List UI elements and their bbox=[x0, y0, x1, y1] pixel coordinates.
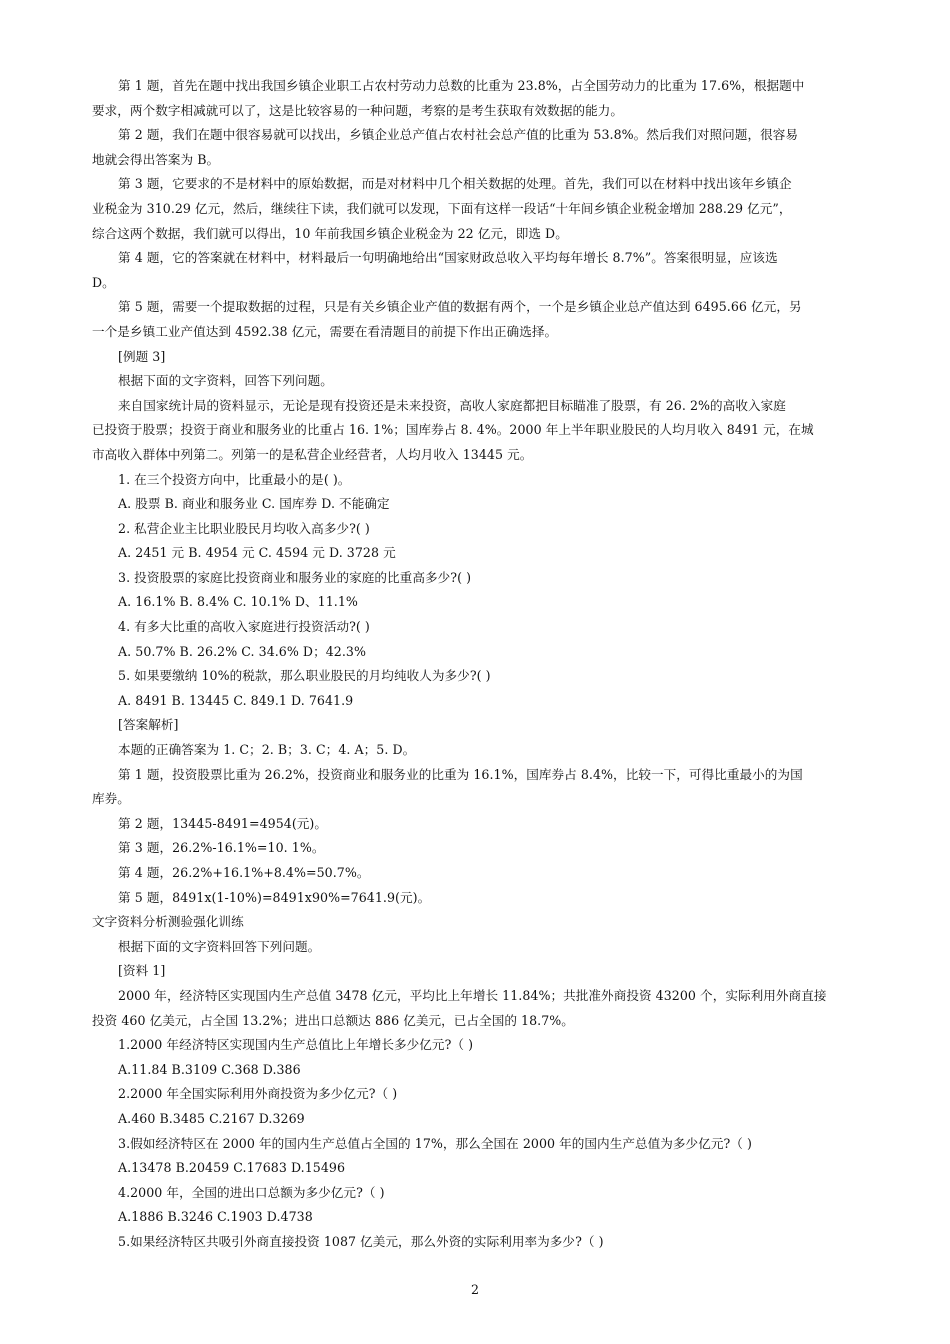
text-line: A. 2451 元 B. 4954 元 C. 4594 元 D. 3728 元 bbox=[118, 545, 396, 561]
text-line: 2000 年，经济特区实现国内生产总值 3478 亿元，平均比上年增长 11.84%；共批准外商投资 43200 个，实际利用外商直接 bbox=[118, 987, 827, 1003]
page-number: 2 bbox=[470, 1282, 479, 1297]
text-line: 5.如果经济特区共吸引外商直接投资 1087 亿美元，那么外资的实际利用率为多少?（ ) bbox=[118, 1233, 604, 1249]
document-body bbox=[92, 74, 864, 1255]
text-line: 业税金为 310.29 亿元，然后，继续往下读，我们就可以发现，下面有这样一段话“十年间乡镇企业税金增加 288.29 亿元”， bbox=[92, 200, 792, 216]
text-line: 根据下面的文字资料回答下列问题。 bbox=[118, 938, 321, 954]
text-line: 第 2 题，13445-8491=4954(元)。 bbox=[118, 815, 328, 831]
text-line: 第 3 题，它要求的不是材料中的原始数据，而是对材料中几个相关数据的处理。首先，我们可以在材料中找出该年乡镇企 bbox=[118, 176, 792, 192]
text-line: 1.2000 年经济特区实现国内生产总值比上年增长多少亿元?（ ) bbox=[118, 1037, 474, 1053]
text-line: 第 5 题，需要一个提取数据的过程，只是有关乡镇企业产值的数据有两个，一个是乡镇企业总产值达到 6495.66 亿元，另 bbox=[118, 299, 802, 315]
text-line: 第 5 题，8491x(1-10%)=8491x90%=7641.9(元)。 bbox=[118, 889, 431, 905]
text-line: 根据下面的文字资料，回答下列问题。 bbox=[118, 373, 333, 389]
text-line: 综合这两个数据，我们就可以得出，10 年前我国乡镇企业税金为 22 亿元，即选 D。 bbox=[92, 225, 568, 241]
text-line: 5. 如果要缴纳 10%的税款，那么职业股民的月均纯收人为多少?( ) bbox=[118, 668, 491, 684]
text-line: A. 股票 B. 商业和服务业 C. 国库券 D. 不能确定 bbox=[118, 496, 390, 512]
text-line: 3. 投资股票的家庭比投资商业和服务业的家庭的比重高多少?( ) bbox=[118, 569, 472, 585]
text-line: 第 1 题，首先在题中找出我国乡镇企业职工占农村劳动力总数的比重为 23.8%，占全国劳动力的比重为 17.6%，根据题中 bbox=[118, 78, 805, 93]
text-line: 来自国家统计局的资料显示，无论是现有投资还是未来投资，高收人家庭都把目标瞄准了股票，有 26. 2%的高收入家庭 bbox=[118, 397, 786, 413]
text-line: 一个是乡镇工业产值达到 4592.38 亿元，需要在看清题目的前提下作出正确选择。 bbox=[92, 323, 558, 339]
text-line: 第 4 题，26.2%+16.1%+8.4%=50.7%。 bbox=[118, 865, 370, 880]
text-line: 第 4 题，它的答案就在材料中，材料最后一句明确地给出“国家财政总收入平均每年增长 8.7%”。答案很明显，应该选 bbox=[118, 250, 778, 266]
text-line: 本题的正确答案为 1. C；2. B；3. C；4. A；5. D。 bbox=[118, 742, 416, 758]
text-line: D。 bbox=[92, 274, 115, 290]
text-line: 要求，两个数字相减就可以了，这是比较容易的一种问题，考察的是考生获取有效数据的能力。 bbox=[92, 102, 624, 118]
text-line: 2. 私营企业主比职业股民月均收入高多少?( ) bbox=[118, 520, 370, 536]
text-line: A. 50.7% B. 26.2% C. 34.6% D；42.3% bbox=[118, 643, 366, 659]
text-line: 市高收入群体中列第二。列第一的是私营企业经营者，人均月收入 13445 元。 bbox=[92, 446, 533, 462]
text-line: A.460 B.3485 C.2167 D.3269 bbox=[118, 1110, 305, 1126]
text-line: 地就会得出答案为 B。 bbox=[92, 151, 220, 167]
text-line: [答案解析] bbox=[118, 717, 179, 733]
text-line: 第 3 题，26.2%-16.1%=10. 1%。 bbox=[118, 840, 325, 856]
text-line: 2.2000 年全国实际利用外商投资为多少亿元?（ ) bbox=[118, 1086, 398, 1102]
text-line: 库券。 bbox=[92, 791, 130, 807]
text-line: 文字资料分析测验强化训练 bbox=[92, 914, 244, 930]
text-line: A.1886 B.3246 C.1903 D.4738 bbox=[118, 1209, 313, 1225]
text-line: A.13478 B.20459 C.17683 D.15496 bbox=[118, 1160, 346, 1176]
text-line: A. 16.1% B. 8.4% C. 10.1% D、11.1% bbox=[118, 594, 358, 610]
text-line: 4. 有多大比重的高收入家庭进行投资活动?( ) bbox=[118, 619, 370, 635]
text-line: 第 2 题，我们在题中很容易就可以找出，乡镇企业总产值占农村社会总产值的比重为 53.8%。然后我们对照问题，很容易 bbox=[118, 127, 799, 143]
text-line: [例题 3] bbox=[118, 348, 166, 364]
text-line: 投资 460 亿美元，占全国 13.2%；进出口总额达 886 亿美元，已占全国的 18.7%。 bbox=[92, 1012, 574, 1028]
text-line: A.11.84 B.3109 C.368 D.386 bbox=[118, 1061, 301, 1077]
text-line: A. 8491 B. 13445 C. 849.1 D. 7641.9 bbox=[118, 692, 354, 708]
text-line: 3.假如经济特区在 2000 年的国内生产总值占全国的 17%，那么全国在 2000 年的国内生产总值为多少亿元?（ ) bbox=[118, 1135, 752, 1151]
text-line: 已投资于股票；投资于商业和服务业的比重占 16. 1%；国库券占 8. 4%。2000 年上半年职业股民的人均月收入 8491 元，在城 bbox=[92, 422, 814, 438]
text-line: 1. 在三个投资方向中，比重最小的是( )。 bbox=[118, 471, 351, 487]
text-line: 4.2000 年，全国的进出口总额为多少亿元?（ ) bbox=[118, 1184, 385, 1200]
text-line: [资料 1] bbox=[118, 963, 166, 979]
text-line: 第 1 题，投资股票比重为 26.2%，投资商业和服务业的比重为 16.1%，国库券占 8.4%，比较一下，可得比重最小的为国 bbox=[118, 766, 803, 782]
